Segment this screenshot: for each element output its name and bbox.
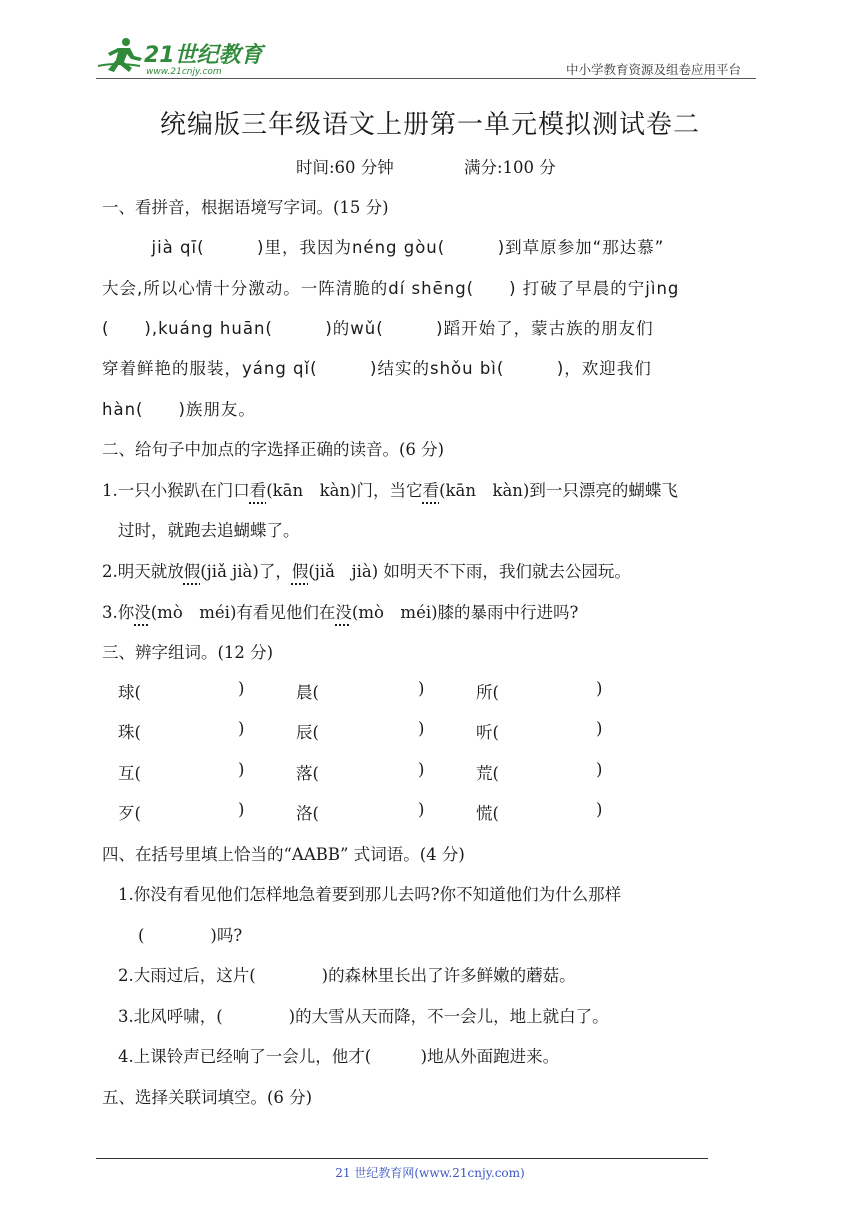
word-cell: 辰( bbox=[296, 723, 319, 742]
word-cell: 晨( bbox=[296, 683, 319, 702]
word-cell: 洛( bbox=[296, 804, 319, 823]
word-cell-close: ) bbox=[596, 800, 603, 819]
section1-line: jià qī( )里，我因为néng gòu( )到草原参加“那达慕” bbox=[134, 238, 665, 257]
section2-question-1-cont: 过时，就跑去追蝴蝶了。 bbox=[118, 521, 300, 540]
section1-line: ( ),kuáng huān( )的wǔ( )蹈开始了，蒙古族的朋友们 bbox=[102, 319, 654, 338]
section2-question-2 bbox=[102, 558, 631, 582]
section3-heading: 三、辨字组词。(12 分) bbox=[102, 643, 274, 662]
exam-time: 时间:60 分钟 bbox=[296, 158, 394, 177]
q3-text: 3.你 bbox=[102, 603, 135, 622]
q3-dotted-char: 没 bbox=[134, 603, 151, 622]
q1-text: 1.一只小猴趴在门口 bbox=[102, 481, 250, 500]
page-title: 统编版三年级语文上册第一单元模拟测试卷二 bbox=[159, 110, 700, 140]
word-cell-close: ) bbox=[596, 679, 603, 698]
section1-line: hàn( )族朋友。 bbox=[102, 400, 256, 419]
section4-item: 4.上课铃声已经响了一会儿，他才( )地从外面跑进来。 bbox=[118, 1047, 560, 1066]
word-cell-close: ) bbox=[238, 760, 245, 779]
q3-text: (mò méi)有看见他们在 bbox=[150, 603, 336, 622]
section4-item: 2.大雨过后，这片( )的森林里长出了许多鲜嫩的蘑菇。 bbox=[118, 966, 576, 985]
exam-score: 满分:100 分 bbox=[464, 158, 556, 177]
word-cell-close: ) bbox=[418, 719, 425, 738]
logo-text: 21世纪教育 bbox=[144, 43, 263, 68]
word-cell: 珠( bbox=[118, 723, 141, 742]
footer-link[interactable]: 21 世纪教育网(www.21cnjy.com) bbox=[335, 1166, 525, 1180]
word-cell-close: ) bbox=[418, 800, 425, 819]
word-cell: 听( bbox=[476, 723, 499, 742]
word-cell: 慌( bbox=[476, 804, 499, 823]
section2-question-3 bbox=[102, 599, 578, 623]
word-cell-close: ) bbox=[238, 719, 245, 738]
word-cell: 歹( bbox=[118, 804, 141, 823]
word-cell: 互( bbox=[118, 764, 141, 783]
section4-item: 3.北风呼啸，( )的大雪从天而降，不一会儿，地上就白了。 bbox=[118, 1007, 609, 1026]
q3-dotted-char: 没 bbox=[335, 603, 352, 622]
logo-url: www.21cnjy.com bbox=[146, 67, 222, 77]
section1-line: 穿着鲜艳的服装，yáng qǐ( )结实的shǒu bì( )，欢迎我们 bbox=[102, 359, 652, 378]
q2-text: (jiǎ jià)了， bbox=[200, 562, 292, 581]
section1-heading: 一、看拼音，根据语境写字词。(15 分) bbox=[102, 198, 389, 217]
word-cell-close: ) bbox=[238, 679, 245, 698]
word-cell-close: ) bbox=[418, 760, 425, 779]
q1-text: (kān kàn)到一只漂亮的蝴蝶飞 bbox=[439, 481, 678, 500]
q2-dotted-char: 假 bbox=[291, 562, 309, 581]
q3-text: (mò méi)膝的暴雨中行进吗? bbox=[351, 603, 579, 622]
word-cell: 落( bbox=[296, 764, 319, 783]
header-divider bbox=[96, 78, 756, 79]
section2-question-1 bbox=[102, 477, 678, 501]
word-cell-close: ) bbox=[596, 760, 603, 779]
logo bbox=[96, 36, 266, 78]
section1-line: 大会,所以心情十分激动。一阵清脆的dí shēng( ) 打破了早晨的宁jìng bbox=[102, 279, 680, 298]
section4-item: ( )吗? bbox=[138, 926, 243, 945]
section4-item: 1.你没有看见他们怎样地急着要到那儿去吗?你不知道他们为什么那样 bbox=[118, 885, 622, 904]
word-cell: 所( bbox=[476, 683, 499, 702]
platform-name: 中小学教育资源及组卷应用平台 bbox=[566, 62, 742, 77]
word-cell-close: ) bbox=[596, 719, 603, 738]
word-cell: 球( bbox=[118, 683, 141, 702]
runner-logo-icon bbox=[96, 36, 266, 78]
q2-dotted-char: 假 bbox=[183, 562, 201, 581]
word-cell-close: ) bbox=[238, 800, 245, 819]
q2-text: (jiǎ jià) 如明天不下雨，我们就去公园玩。 bbox=[308, 562, 631, 581]
section2-heading: 二、给句子中加点的字选择正确的读音。(6 分) bbox=[102, 440, 445, 459]
section5-heading: 五、选择关联词填空。(6 分) bbox=[102, 1088, 313, 1107]
q2-text: 2.明天就放 bbox=[102, 562, 184, 581]
q1-dotted-char: 看 bbox=[422, 481, 440, 500]
q1-text: (kān kàn)门，当它 bbox=[266, 481, 423, 500]
word-cell-close: ) bbox=[418, 679, 425, 698]
word-cell: 荒( bbox=[476, 764, 499, 783]
section4-heading: 四、在括号里填上恰当的“AABB” 式词语。(4 分) bbox=[102, 845, 465, 864]
q1-dotted-char: 看 bbox=[249, 481, 267, 500]
footer-divider bbox=[96, 1158, 708, 1159]
